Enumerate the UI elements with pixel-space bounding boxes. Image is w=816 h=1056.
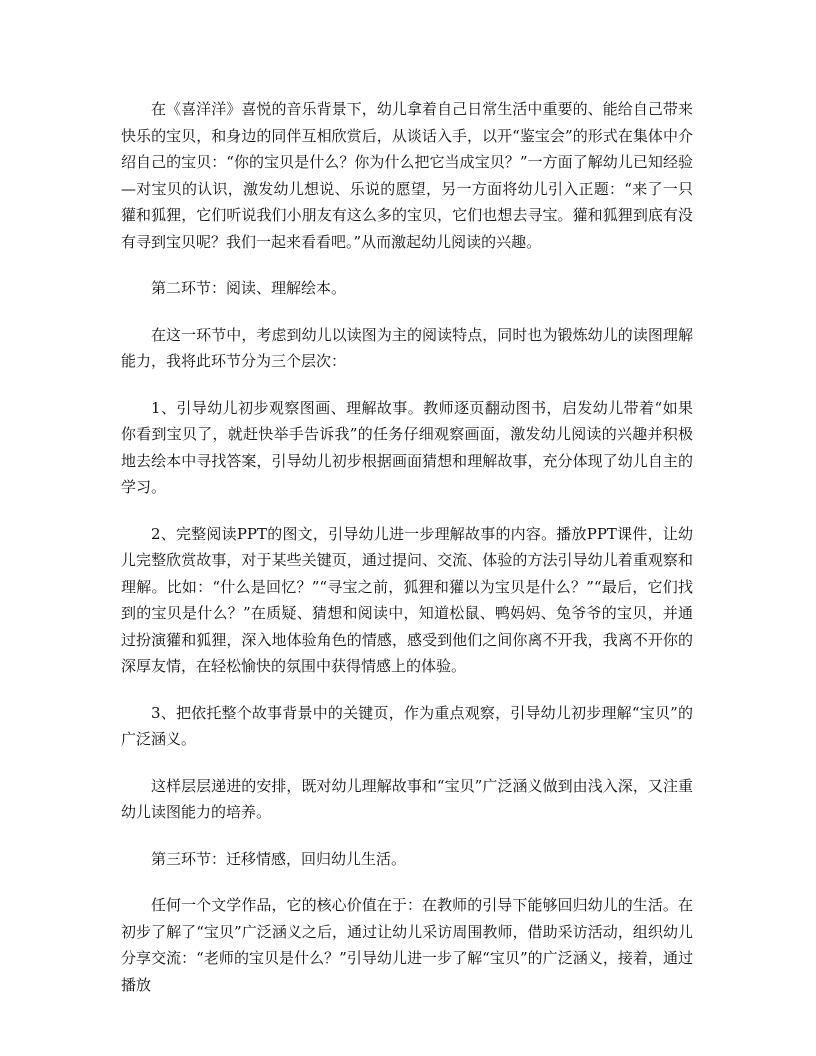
paragraph-level-2: 2、完整阅读PPT的图文，引导幼儿进一步理解故事的内容。播放PPT课件，让幼儿完整欣赏故事，对于某些关键页，通过提问、交流、体验的方法引导幼儿着重观察和理解。比如：“什么是回忆？”“寻宝之前，狐狸和獾以为宝贝是什么？”“最后，它们找到的宝贝是什么？”在质疑、猜想和阅读中，知道松鼠、鸭妈妈、兔爷爷的宝贝，并通过扮演獾和狐狸，深入地体验角色的情感，感受到他们之间你离不开我，我离不开你的深厚友情，在轻松愉快的氛围中获得情感上的体验。 <box>121 524 693 675</box>
section-heading-2: 第二环节：阅读、理解绘本。 <box>151 279 347 297</box>
paragraph-summary: 这样层层递进的安排，既对幼儿理解故事和“宝贝”广泛涵义做到由浅入深，又注重幼儿读图能力的培养。 <box>121 776 693 821</box>
paragraph-section-3: 任何一个文学作品，它的核心价值在于：在教师的引导下能够回归幼儿的生活。在初步了解了“宝贝”广泛涵义之后，通过让幼儿采访周围教师，借助采访活动，组织幼儿分享交流：“老师的宝贝是什么？”引导幼儿进一步了解“宝贝”的广泛涵义，接着，通过播放 <box>121 896 693 994</box>
paragraph-level-3: 3、把依托整个故事背景中的关键页，作为重点观察，引导幼儿初步理解“宝贝”的广泛涵义。 <box>121 703 693 748</box>
paragraph-section-2-intro: 在这一环节中，考虑到幼儿以读图为主的阅读特点，同时也为锻炼幼儿的读图理解能力，我将此环节分为三个层次： <box>121 325 693 370</box>
section-heading-3: 第三环节：迁移情感，回归幼儿生活。 <box>151 849 407 868</box>
paragraph-intro: 在《喜洋洋》喜悦的音乐背景下，幼儿拿着自己日常生活中重要的、能给自己带来快乐的宝贝，和身边的同伴互相欣赏后，从谈话入手，以开“鉴宝会”的形式在集体中介绍自己的宝贝：“你的宝贝是什么？你为什么把它当成宝贝？”一方面了解幼儿已知经验—对宝贝的认识，激发幼儿想说、乐说的愿望，另一方面将幼儿引入正题：“来了一只獾和狐狸，它们听说我们小朋友有这么多的宝贝，它们也想去寻宝。獾和狐狸到底有没有寻到宝贝呢？我们一起来看看吧。”从而激起幼儿阅读的兴趣。 <box>121 100 693 251</box>
paragraph-level-1: 1、引导幼儿初步观察图画、理解故事。教师逐页翻动图书，启发幼儿带着“如果你看到宝贝了，就赶快举手告诉我”的任务仔细观察画面，激发幼儿阅读的兴趣并积极地去绘本中寻找答案，引导幼儿初步根据画面猜想和理解故事，充分体现了幼儿自主的学习。 <box>121 398 693 496</box>
document-body <box>121 96 693 1018</box>
